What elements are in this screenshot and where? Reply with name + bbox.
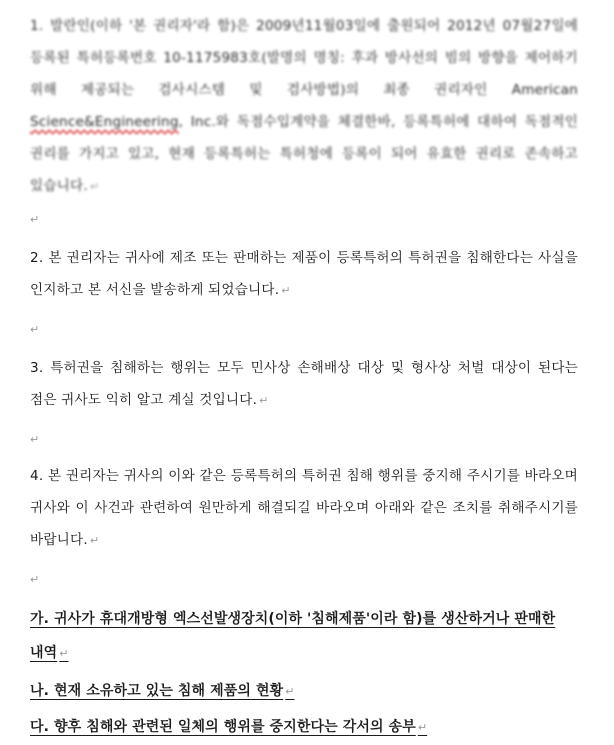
item-da-text: 다. 향후 침해와 관련된 일체의 행위를 중지한다는 각서의 송부 [30,719,416,735]
paragraph-3 [30,352,578,417]
paragraph-4-text: 4. 본 권리자는 귀사의 이와 같은 등록특허의 특허권 침해 행위를 중지해 주시기를 바라오며 귀사와 이 사건과 관련하여 원만하게 해결되길 바라오며 아래와 같은 조치를 취해주시기를 바랍니다. [30,468,578,548]
paragraph-mark: ↵ [89,534,100,547]
empty-paragraph-mark: ↵ [30,573,40,586]
paragraph-4 [30,460,578,557]
item-na [30,674,578,709]
item-ga-text: 가. 귀사가 휴대개방형 엑스선발생장치(이하 '침해제품'이라 함)를 생산하거나 판매한 내역 [30,611,556,661]
empty-paragraph-mark: ↵ [30,213,40,226]
paragraph-1-text-b: , Inc.와 독점수입계약을 체결한바, 등록특허에 대하여 독점적인 권리를 가지고 있고, 현재 등록특허는 특허청에 등록이 되어 유효한 권리로 존속하고 있습니다. [30,114,578,194]
paragraph-2-text: 2. 본 권리자는 귀사에 제조 또는 판매하는 제품이 등록특허의 특허권을 침해한다는 사실을 인지하고 본 서신을 발송하게 되었습니다. [30,250,578,298]
spellcheck-word: Science&Engineering [30,114,179,130]
item-ga [30,602,578,671]
paragraph-2 [30,242,578,307]
item-da [30,710,578,745]
paragraph-1 [30,10,578,203]
paragraph-mark: ↵ [285,685,295,698]
paragraph-mark: ↵ [89,180,100,193]
empty-paragraph-mark: ↵ [30,433,40,446]
empty-paragraph-mark: ↵ [30,323,40,336]
item-na-text: 나. 현재 소유하고 있는 침해 제품의 현황 [30,683,284,699]
paragraph-mark: ↵ [59,647,69,660]
paragraph-mark: ↵ [417,721,428,734]
paragraph-mark: ↵ [281,284,291,297]
paragraph-3-text: 3. 특허권을 침해하는 행위는 모두 민사상 손해배상 대상 및 형사상 처벌 대상이 된다는 점은 귀사도 익히 알고 계실 것입니다. [30,360,578,408]
paragraph-1-text-a: 1. 발란인(이하 '본 권리자'라 함)은 2009년11월03일에 출원되어 2012년 07월27일에 등록된 특허등록번호 10-1175983호(발명의 명칭: 후과 방사선의 빔의 방향을 제어하기 위해 제공되는 검사시스템 및 검사방법)의 최종 권리자인 American [30,18,578,98]
paragraph-mark: ↵ [259,394,269,407]
